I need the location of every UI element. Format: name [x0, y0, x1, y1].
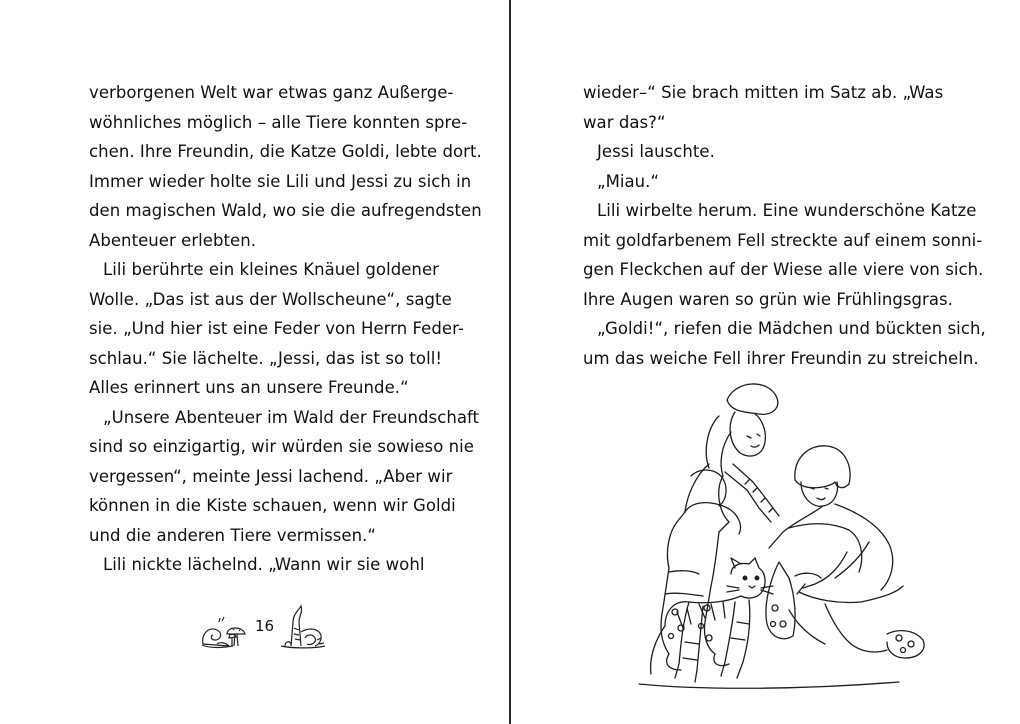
right-page-text: [583, 78, 986, 373]
text-line: chen. Ihre Freundin, die Katze Goldi, lebte dort.: [89, 142, 482, 161]
text-line: „Goldi!“, riefen die Mädchen und bückten sich,: [597, 319, 986, 338]
text-line: vergessen“, meinte Jessi lachend. „Aber wir: [89, 466, 453, 486]
text-line: mit goldfarbenem Fell streckte auf einem sonni-: [583, 230, 983, 250]
text-line: Ihre Augen waren so grün wie Frühlingsgras.: [583, 289, 953, 309]
left-page: [0, 0, 509, 724]
girls-petting-cat-illustration: [599, 372, 949, 702]
text-line: Immer wieder holte sie Lili und Jessi zu sich in: [89, 171, 472, 191]
text-line: können in die Kiste schauen, wenn wir Goldi: [89, 496, 456, 515]
text-line: Alles erinnert uns an unsere Freunde.“: [89, 378, 409, 397]
text-line: „Miau.“: [597, 171, 660, 191]
tree-stump-icon: [277, 604, 329, 652]
text-line: Lili wirbelte herum. Eine wunderschöne Katze: [597, 201, 977, 220]
text-line: den magischen Wald, wo sie die aufregendsten: [89, 201, 482, 220]
text-line: und die anderen Tiere vermissen.“: [89, 525, 376, 545]
text-line: war das?“: [583, 112, 666, 132]
text-line: sind so einzigartig, wir würden sie sowieso nie: [89, 437, 474, 456]
text-line: schlau.“ Sie lächelte. „Jessi, das ist so toll!: [89, 348, 443, 368]
text-line: Abenteuer erlebten.: [89, 230, 257, 250]
text-line: Lili berührte ein kleines Knäuel goldener: [103, 260, 439, 279]
text-line: wieder–“ Sie brach mitten im Satz ab. „Was: [583, 83, 944, 102]
text-line: Wolle. „Das ist aus der Wollscheune“, sagte: [89, 289, 452, 309]
page-number: 16: [255, 617, 275, 635]
text-line: verborgenen Welt war etwas ganz Außerge-: [89, 83, 454, 102]
mushroom-snail-icon: [199, 604, 251, 652]
page-footer: [199, 604, 329, 654]
text-line: wöhnliches möglich – alle Tiere konnten spre-: [89, 112, 468, 132]
right-page: [511, 0, 1020, 724]
text-line: Lili nickte lächelnd. „Wann wir sie wohl: [103, 555, 425, 574]
text-line: „Unsere Abenteuer im Wald der Freundschaft: [103, 407, 480, 427]
text-line: Jessi lauschte.: [597, 142, 715, 161]
left-page-text: [89, 78, 482, 580]
text-line: gen Fleckchen auf der Wiese alle viere von sich.: [583, 260, 984, 279]
text-line: um das weiche Fell ihrer Freundin zu streicheln.: [583, 348, 979, 368]
text-line: sie. „Und hier ist eine Feder von Herrn Feder-: [89, 319, 464, 338]
